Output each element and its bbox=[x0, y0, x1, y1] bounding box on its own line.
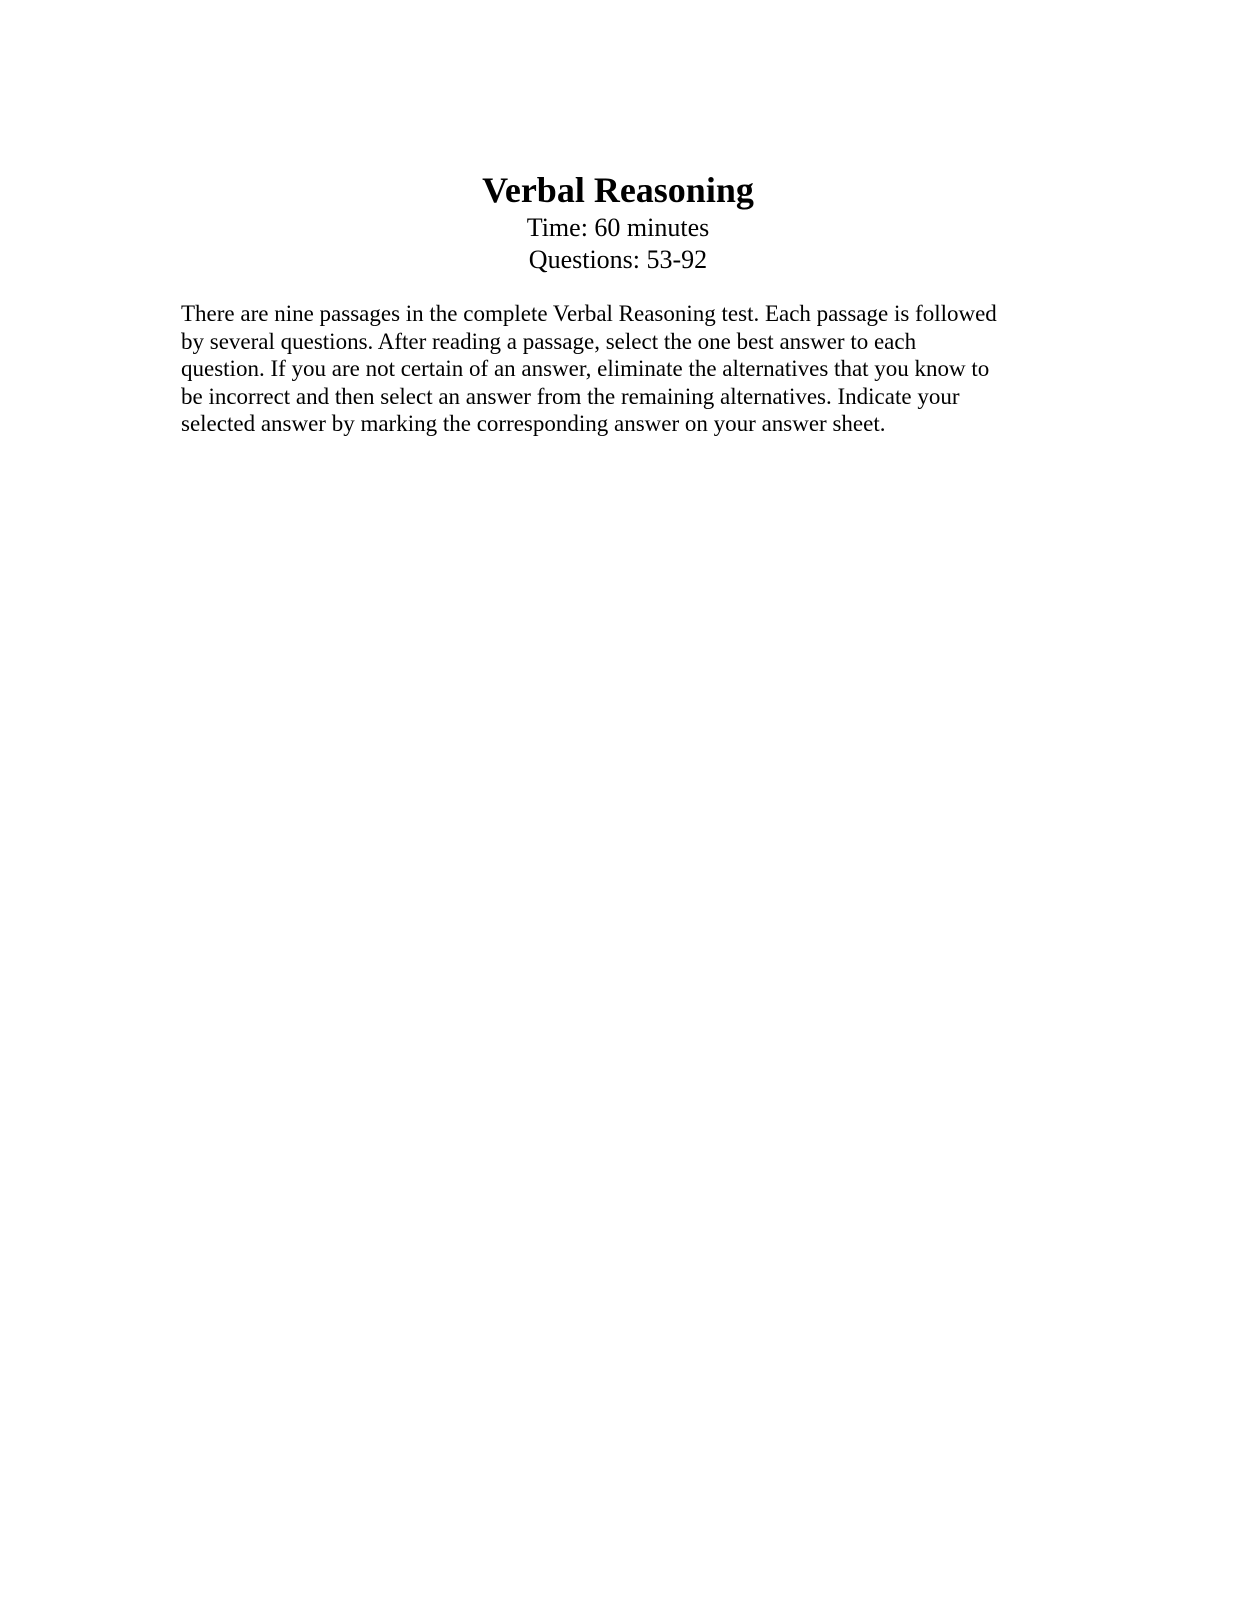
instructions-line: by several questions. After reading a passage, select the one best answer to each bbox=[181, 328, 917, 354]
section-header bbox=[0, 168, 1236, 276]
section-title: Verbal Reasoning bbox=[482, 170, 754, 210]
question-range: Questions: 53-92 bbox=[528, 245, 708, 274]
instructions-paragraph bbox=[181, 300, 1051, 438]
instructions-line: There are nine passages in the complete Verbal Reasoning test. Each passage is followed bbox=[181, 301, 997, 326]
instructions-line: question. If you are not certain of an answer, eliminate the alternatives that you know to bbox=[181, 356, 990, 381]
time-limit: Time: 60 minutes bbox=[526, 213, 710, 242]
instructions-line: be incorrect and then select an answer from the remaining alternatives. Indicate your bbox=[181, 383, 960, 409]
instructions-line: selected answer by marking the corresponding answer on your answer sheet. bbox=[181, 411, 886, 436]
